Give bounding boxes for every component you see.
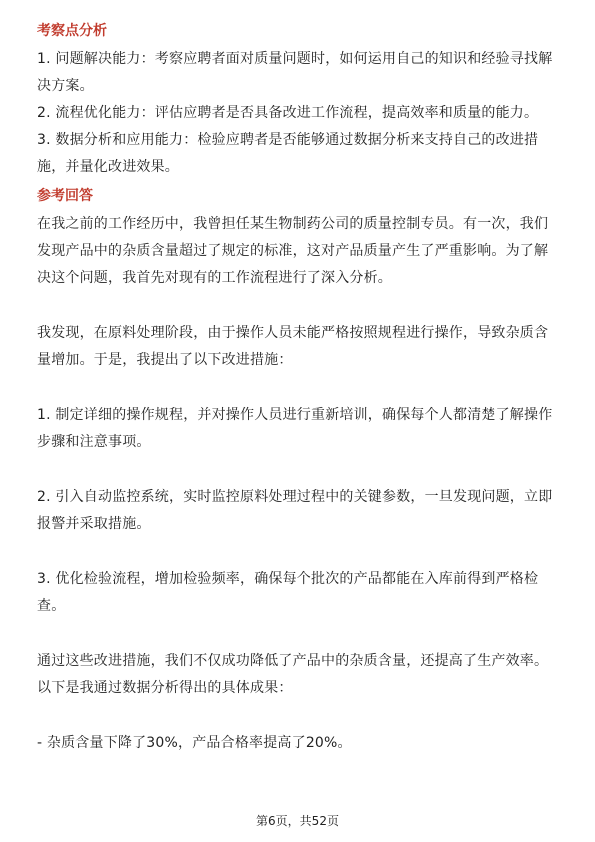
answer-paragraph-2: 我发现，在原料处理阶段，由于操作人员未能严格按照规程进行操作，导致杂质含量增加。于是，我提出了以下改进措施： <box>37 325 549 368</box>
answer-measure-3: 3. 优化检验流程，增加检验频率，确保每个批次的产品都能在入库前得到严格检查。 <box>37 571 539 614</box>
analysis-item-2: 2. 流程优化能力：评估应聘者是否具备改进工作流程，提高效率和质量的能力。 <box>37 105 539 121</box>
analysis-item-1: 1. 问题解决能力：考察应聘者面对质量问题时，如何运用自己的知识和经验寻找解决方案。 <box>37 51 553 94</box>
section-title-answer: 参考回答 <box>37 188 93 204</box>
section-title-analysis: 考察点分析 <box>37 23 107 39</box>
document-page <box>37 20 562 757</box>
answer-paragraph-1: 在我之前的工作经历中，我曾担任某生物制药公司的质量控制专员。有一次，我们发现产品中的杂质含量超过了规定的标准，这对产品质量产生了严重影响。为了解决这个问题，我首先对现有的工作流程进行了深入分析。 <box>37 216 549 286</box>
answer-measure-1: 1. 制定详细的操作规程，并对操作人员进行重新培训，确保每个人都清楚了解操作步骤和注意事项。 <box>37 407 553 450</box>
analysis-item-3: 3. 数据分析和应用能力：检验应聘者是否能够通过数据分析来支持自己的改进措施，并量化改进效果。 <box>37 132 539 175</box>
page-footer: 第6页，共52页 <box>256 814 339 828</box>
answer-result-intro: 通过这些改进措施，我们不仅成功降低了产品中的杂质含量，还提高了生产效率。以下是我通过数据分析得出的具体成果： <box>37 653 549 696</box>
answer-result-item: - 杂质含量下降了30%，产品合格率提高了20%。 <box>37 735 352 751</box>
answer-measure-2: 2. 引入自动监控系统，实时监控原料处理过程中的关键参数，一旦发现问题，立即报警并采取措施。 <box>37 489 553 532</box>
